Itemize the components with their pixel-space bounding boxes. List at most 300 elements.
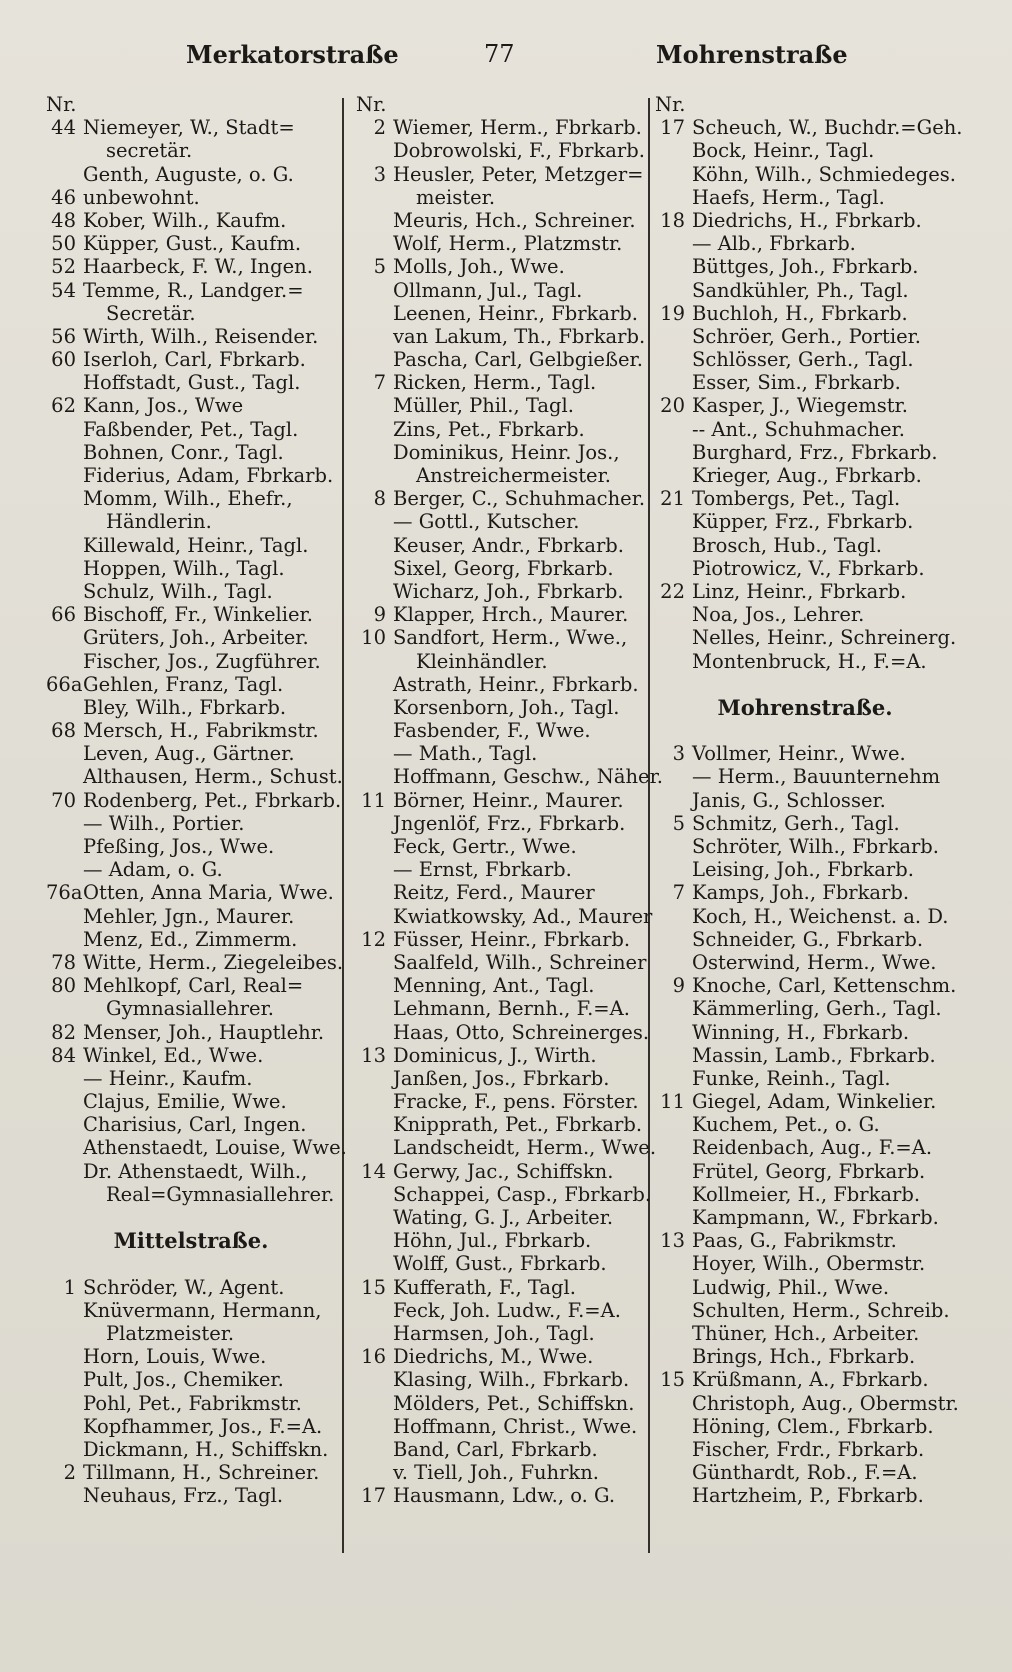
directory-entry	[46, 1392, 336, 1415]
entry-text: Montenbruck, H., F.=A.	[692, 649, 927, 673]
directory-entry	[655, 1206, 955, 1229]
directory-entry	[46, 1044, 336, 1067]
directory-entry	[46, 696, 336, 719]
entry-text: Keuser, Andr., Fbrkarb.	[393, 533, 624, 557]
entry-continuation	[46, 302, 336, 325]
entry-text: Schneider, G., Fbrkarb.	[692, 927, 924, 951]
house-number: 14	[361, 1159, 386, 1183]
directory-entry	[356, 441, 642, 464]
entry-text: Heusler, Peter, Metzger=	[393, 162, 644, 186]
entry-text: Küpper, Frz., Fbrkarb.	[692, 510, 914, 534]
entry-text: Zins, Pet., Fbrkarb.	[393, 417, 585, 441]
directory-entry	[46, 1461, 336, 1484]
directory-entry	[655, 1461, 955, 1484]
directory-entry	[655, 1276, 955, 1299]
entry-text: Dominikus, Heinr. Jos.,	[393, 440, 620, 464]
directory-entry	[655, 534, 955, 557]
directory-entry	[356, 1090, 642, 1113]
directory-entry	[356, 534, 642, 557]
entry-text: Paas, G., Fabrikmstr.	[692, 1229, 897, 1253]
entry-text: Wolf, Herm., Platzmstr.	[393, 232, 623, 256]
entry-text: Scheuch, W., Buchdr.=Geh.	[692, 116, 963, 140]
entry-text: meister.	[416, 185, 496, 209]
directory-entry	[655, 441, 955, 464]
entry-text: Kollmeier, H., Fbrkarb.	[692, 1182, 921, 1206]
entry-text: Schröer, Gerh., Portier.	[692, 324, 921, 348]
directory-entry	[655, 951, 955, 974]
entry-text: Schröter, Wilh., Fbrkarb.	[692, 835, 939, 858]
entry-text: Krieger, Aug., Fbrkarb.	[692, 464, 922, 487]
entry-text: Thüner, Hch., Arbeiter.	[692, 1321, 920, 1345]
house-number: 12	[361, 927, 386, 951]
entry-text: Janßen, Jos., Fbrkarb.	[393, 1066, 610, 1090]
directory-entry	[655, 209, 955, 232]
house-number: 2	[63, 1461, 76, 1485]
directory-entry	[356, 487, 646, 511]
entry-text: Funke, Reinh., Tagl.	[692, 1066, 891, 1090]
house-number: 3	[672, 742, 685, 766]
directory-entry	[356, 1438, 642, 1461]
directory-entry	[356, 1206, 642, 1229]
entry-text: Temme, R., Landger.=	[83, 278, 304, 302]
directory-entry	[46, 441, 336, 464]
entry-text: Kuchem, Pet., o. G.	[692, 1113, 880, 1137]
entry-text: Wating, G. J., Arbeiter.	[393, 1206, 614, 1229]
entry-text: unbewohnt.	[83, 185, 200, 209]
directory-entry	[655, 928, 955, 951]
directory-entry	[46, 1345, 336, 1368]
directory-entry	[356, 255, 642, 278]
directory-entry	[356, 997, 642, 1020]
house-number: 66a	[46, 672, 83, 696]
directory-entry	[356, 1044, 642, 1067]
directory-entry	[46, 418, 336, 441]
entry-text: Leising, Joh., Fbrkarb.	[692, 858, 914, 882]
street-name: Mohrenstraße.	[717, 694, 893, 720]
house-number: 1	[63, 1275, 76, 1299]
entry-text: Horn, Louis, Wwe.	[83, 1345, 267, 1369]
entry-text: Dobrowolski, F., Fbrkarb.	[393, 139, 645, 163]
entry-text: Secretär.	[106, 301, 196, 325]
entry-text: Nr.	[356, 93, 387, 116]
entry-text: Landscheidt, Herm., Wwe.	[393, 1136, 657, 1160]
directory-entry	[655, 1067, 955, 1090]
directory-entry	[46, 1415, 336, 1438]
entry-text: Dominicus, J., Wirth.	[393, 1043, 597, 1067]
entry-text: Hoffmann, Christ., Wwe.	[393, 1414, 638, 1438]
directory-entry	[356, 626, 642, 649]
entry-continuation	[356, 650, 642, 673]
directory-entry	[46, 1113, 336, 1136]
entry-text: Gehlen, Franz, Tagl.	[83, 672, 284, 696]
entry-continuation	[356, 464, 642, 487]
house-number: 8	[373, 487, 386, 511]
house-number: 44	[51, 116, 76, 140]
entry-text: Clajus, Emilie, Wwe.	[83, 1090, 287, 1114]
directory-entry	[356, 1276, 642, 1299]
directory-entry	[655, 348, 955, 371]
house-number: 56	[51, 324, 76, 348]
house-number: 48	[51, 208, 76, 232]
directory-entry	[46, 1484, 336, 1507]
directory-entry	[46, 487, 336, 510]
house-number: 17	[660, 116, 685, 140]
directory-entry	[46, 673, 336, 696]
directory-entry	[46, 534, 336, 557]
entry-continuation	[46, 139, 336, 162]
entry-text: Faßbender, Pet., Tagl.	[83, 417, 299, 441]
entry-text: Bischoff, Fr., Winkelier.	[83, 603, 313, 627]
entry-text: Korsenborn, Joh., Tagl.	[393, 695, 620, 719]
directory-entry	[655, 1136, 955, 1159]
section-heading	[655, 696, 955, 719]
house-number: 19	[660, 301, 685, 325]
house-number: 7	[373, 371, 386, 395]
directory-entry	[655, 1252, 955, 1275]
house-number: 22	[660, 579, 685, 603]
directory-entry	[356, 232, 642, 255]
directory-entry	[356, 139, 645, 163]
entry-text: Hoyer, Wilh., Obermstr.	[692, 1252, 926, 1276]
entry-text: Brings, Hch., Fbrkarb.	[692, 1345, 916, 1369]
directory-entry	[655, 603, 955, 626]
entry-text: Müller, Phil., Tagl.	[393, 394, 574, 418]
entry-continuation	[46, 1183, 336, 1206]
house-number: 70	[51, 788, 76, 812]
entry-text: Osterwind, Herm., Wwe.	[692, 950, 937, 974]
directory-entry	[46, 186, 336, 209]
directory-entry	[356, 696, 642, 719]
directory-entry	[356, 418, 642, 441]
directory-entry	[356, 765, 663, 789]
directory-entry	[356, 1020, 650, 1044]
house-number: 3	[373, 162, 386, 186]
entry-text: Tillmann, H., Schreiner.	[83, 1461, 320, 1485]
directory-entry	[356, 928, 642, 951]
directory-entry	[655, 139, 955, 162]
entry-text: Diedrichs, H., Fbrkarb.	[692, 208, 922, 232]
spacer	[655, 719, 955, 742]
entry-text: Leven, Aug., Gärtner.	[83, 742, 295, 766]
entry-text: Athenstaedt, Louise, Wwe.	[83, 1136, 347, 1160]
directory-entry	[655, 974, 955, 997]
entry-text: Haarbeck, F. W., Ingen.	[83, 255, 313, 279]
house-number: 13	[660, 1229, 685, 1253]
entry-text: Rodenberg, Pet., Fbrkarb.	[83, 788, 342, 812]
directory-entry	[46, 1438, 336, 1461]
entry-continuation	[46, 997, 336, 1020]
directory-entry	[356, 1461, 642, 1484]
entry-text: Feck, Joh. Ludw., F.=A.	[393, 1298, 621, 1322]
directory-entry	[356, 1392, 642, 1415]
house-number: 52	[51, 255, 76, 279]
entry-text: Wicharz, Joh., Fbrkarb.	[393, 579, 624, 603]
column-rule	[648, 98, 650, 1553]
directory-entry	[46, 116, 336, 139]
directory-entry	[655, 325, 955, 348]
directory-entry	[655, 279, 955, 302]
entry-text: Kwiatkowsky, Ad., Maurer	[393, 904, 653, 928]
entry-text: Frütel, Georg, Fbrkarb.	[692, 1159, 926, 1183]
directory-entry	[655, 1438, 955, 1461]
directory-entry	[655, 557, 955, 580]
entry-text: Althausen, Herm., Schust.	[83, 765, 343, 789]
directory-entry	[655, 302, 955, 325]
house-number: 76a	[46, 881, 83, 905]
spacer	[46, 1252, 336, 1275]
entry-text: Buchloh, H., Fbrkarb.	[692, 301, 908, 325]
entry-continuation	[46, 510, 336, 533]
directory-entry	[655, 1021, 955, 1044]
directory-entry	[356, 950, 647, 974]
entry-text: Noa, Jos., Lehrer.	[692, 603, 865, 627]
house-number: 46	[51, 185, 76, 209]
entry-text: Reidenbach, Aug., F.=A.	[692, 1136, 933, 1160]
directory-entry	[356, 974, 642, 997]
entry-text: Nelles, Heinr., Schreinerg.	[692, 626, 957, 650]
section-heading	[46, 1229, 336, 1252]
house-number: 62	[51, 394, 76, 418]
house-number: 7	[672, 881, 685, 905]
entry-text: Meuris, Hch., Schreiner.	[393, 208, 636, 232]
entry-text: Bohnen, Conr., Tagl.	[83, 440, 284, 464]
entry-text: Haefs, Herm., Tagl.	[692, 185, 885, 209]
directory-entry	[655, 858, 955, 881]
directory-entry	[46, 742, 336, 765]
directory-entry	[655, 1484, 955, 1507]
directory-entry	[46, 557, 336, 580]
directory-entry	[356, 1415, 642, 1438]
entry-text: Füsser, Heinr., Fbrkarb.	[393, 927, 631, 951]
entry-text: Lehmann, Bernh., F.=A.	[393, 997, 630, 1021]
entry-text: Dr. Athenstaedt, Wilh.,	[83, 1159, 308, 1183]
directory-entry	[356, 348, 642, 371]
directory-entry	[356, 324, 646, 348]
directory-entry	[655, 626, 955, 649]
entry-text: Günthardt, Rob., F.=A.	[692, 1461, 918, 1485]
directory-entry	[356, 881, 642, 904]
entry-text: Hoffstadt, Gust., Tagl.	[83, 371, 301, 395]
directory-entry	[655, 812, 955, 835]
directory-entry	[356, 835, 642, 858]
house-number: 5	[672, 811, 685, 835]
entry-text: Schappei, Casp., Fbrkarb.	[393, 1182, 652, 1206]
entry-text: van Lakum, Th., Fbrkarb.	[393, 324, 646, 348]
entry-text: Molls, Joh., Wwe.	[393, 255, 565, 279]
entry-text: Börner, Heinr., Maurer.	[393, 788, 624, 812]
entry-text: Esser, Sim., Fbrkarb.	[692, 371, 901, 395]
spacer	[655, 673, 955, 696]
entry-text: Witte, Herm., Ziegeleibes.	[83, 950, 344, 974]
entry-text: Sandkühler, Ph., Tagl.	[692, 278, 909, 302]
entry-text: Neuhaus, Frz., Tagl.	[83, 1484, 284, 1508]
entry-text: Wolff, Gust., Fbrkarb.	[393, 1252, 607, 1276]
directory-entry	[356, 302, 642, 325]
directory-entry	[655, 232, 955, 255]
directory-entry	[46, 394, 336, 417]
entry-text: Wiemer, Herm., Fbrkarb.	[393, 116, 642, 140]
directory-entry	[356, 1484, 642, 1507]
directory-entry	[655, 742, 955, 765]
directory-entry	[655, 163, 955, 186]
entry-text: Charisius, Carl, Ingen.	[83, 1113, 307, 1137]
directory-entry	[655, 116, 963, 140]
entry-text: Kämmerling, Gerh., Tagl.	[692, 997, 942, 1021]
directory-entry	[655, 394, 955, 417]
entry-text: Grüters, Joh., Arbeiter.	[83, 626, 309, 650]
entry-text: Küpper, Gust., Kaufm.	[83, 232, 302, 256]
entry-text: Winkel, Ed., Wwe.	[83, 1043, 264, 1067]
house-number: 13	[361, 1043, 386, 1067]
directory-entry	[655, 371, 955, 394]
page-number: 77	[484, 40, 515, 68]
directory-entry	[655, 1229, 955, 1252]
entry-text: — Adam, o. G.	[83, 858, 223, 882]
entry-text: Menning, Ant., Tagl.	[393, 974, 595, 998]
directory-entry	[46, 1021, 336, 1044]
directory-entry	[46, 1299, 336, 1322]
entry-text: Pohl, Pet., Fabrikmstr.	[83, 1391, 302, 1415]
house-number: 11	[361, 788, 386, 812]
entry-text: Kampmann, W., Fbrkarb.	[692, 1206, 939, 1229]
directory-entry	[655, 997, 955, 1020]
entry-text: Tombergs, Pet., Tagl.	[692, 487, 901, 511]
directory-entry	[655, 650, 955, 673]
directory-entry	[655, 1183, 955, 1206]
entry-text: Dickmann, H., Schiffskn.	[83, 1437, 329, 1461]
directory-entry	[356, 1136, 657, 1160]
entry-text: Bock, Heinr., Tagl.	[692, 139, 875, 163]
directory-entry	[46, 765, 343, 789]
directory-entry	[356, 209, 642, 232]
directory-entry	[655, 1113, 955, 1136]
entry-text: Genth, Auguste, o. G.	[83, 162, 294, 186]
entry-text: Burghard, Frz., Fbrkarb.	[692, 440, 938, 464]
house-number: 60	[51, 348, 76, 372]
entry-text: Berger, C., Schuhmacher.	[393, 487, 646, 511]
directory-entry	[46, 371, 336, 394]
house-number: 17	[361, 1484, 386, 1508]
entry-text: Köhn, Wilh., Schmiedeges.	[692, 162, 956, 186]
entry-continuation	[46, 1322, 336, 1345]
entry-text: Massin, Lamb., Fbrkarb.	[692, 1043, 936, 1067]
entry-text: Iserloh, Carl, Fbrkarb.	[83, 348, 306, 372]
entry-text: Knüvermann, Hermann,	[83, 1298, 322, 1322]
entry-text: Höning, Clem., Fbrkarb.	[692, 1414, 934, 1438]
entry-text: Ricken, Herm., Tagl.	[393, 371, 597, 395]
column-rule	[342, 98, 344, 1553]
directory-entry	[46, 580, 336, 603]
entry-text: Ollmann, Jul., Tagl.	[393, 278, 583, 302]
entry-text: Gymnasiallehrer.	[106, 997, 274, 1021]
directory-entry	[46, 1160, 336, 1183]
entry-text: Diedrichs, M., Wwe.	[393, 1345, 594, 1369]
entry-text: Pascha, Carl, Gelbgießer.	[393, 348, 643, 372]
directory-entry	[46, 603, 336, 626]
directory-entry	[46, 279, 336, 302]
column-heading	[46, 93, 336, 116]
entry-text: Nr.	[655, 93, 686, 116]
entry-text: — Gottl., Kutscher.	[393, 510, 580, 534]
directory-entry	[356, 789, 642, 812]
entry-text: Händlerin.	[106, 510, 212, 534]
entry-text: Winning, H., Fbrkarb.	[692, 1020, 910, 1044]
directory-entry	[655, 186, 955, 209]
entry-text: Schulz, Wilh., Tagl.	[83, 579, 273, 603]
directory-entry	[356, 812, 642, 835]
entry-text: Gerwy, Jac., Schiffskn.	[393, 1159, 614, 1183]
entry-text: Mersch, H., Fabrikmstr.	[83, 719, 319, 743]
entry-text: Büttges, Joh., Fbrkarb.	[692, 255, 919, 279]
directory-entry	[356, 1252, 642, 1275]
entry-text: — Ernst, Fbrkarb.	[393, 858, 572, 882]
directory-entry	[356, 163, 642, 186]
entry-text: secretär.	[106, 139, 193, 163]
entry-text: Wirth, Wilh., Reisender.	[83, 324, 319, 348]
directory-entry	[46, 950, 344, 974]
directory-entry	[46, 788, 342, 812]
directory-entry	[655, 1090, 955, 1113]
entry-text: — Wilh., Portier.	[83, 811, 245, 835]
street-name: Mittelstraße.	[113, 1228, 269, 1254]
directory-entry	[655, 418, 955, 441]
house-number: 82	[51, 1020, 76, 1044]
directory-entry	[356, 371, 642, 394]
entry-text: Linz, Heinr., Fbrkarb.	[692, 579, 907, 603]
entry-text: Vollmer, Heinr., Wwe.	[692, 742, 906, 766]
column-right	[655, 93, 963, 1508]
running-head-right: Mohrenstraße	[656, 40, 848, 69]
entry-text: Menz, Ed., Zimmerm.	[83, 927, 298, 951]
directory-entry	[356, 1299, 642, 1322]
directory-entry	[46, 1090, 336, 1113]
directory-entry	[356, 279, 642, 302]
entry-text: Band, Carl, Fbrkarb.	[393, 1437, 598, 1461]
directory-entry	[46, 1368, 336, 1391]
directory-entry	[655, 1299, 955, 1322]
directory-entry	[655, 765, 955, 788]
house-number: 10	[361, 626, 386, 650]
directory-entry	[46, 928, 336, 951]
entry-text: — Herm., Bauunternehm	[692, 765, 941, 789]
directory-entry	[655, 1044, 955, 1067]
entry-text: Momm, Wilh., Ehefr.,	[83, 487, 293, 511]
entry-text: Christoph, Aug., Obermstr.	[692, 1391, 959, 1415]
entry-text: Menser, Joh., Hauptlehr.	[83, 1020, 325, 1044]
entry-text: Feck, Gertr., Wwe.	[393, 835, 577, 858]
column-heading	[655, 93, 955, 116]
directory-entry	[655, 905, 955, 928]
directory-entry	[655, 835, 955, 858]
directory-entry	[356, 603, 642, 626]
house-number: 21	[660, 487, 685, 511]
house-number: 80	[51, 974, 76, 998]
entry-text: Kober, Wilh., Kaufm.	[83, 208, 287, 232]
entry-text: Koch, H., Weichenst. a. D.	[692, 904, 949, 928]
directory-entry	[655, 464, 955, 487]
entry-text: Fasbender, F., Wwe.	[393, 719, 591, 743]
entry-text: Leenen, Heinr., Fbrkarb.	[393, 301, 638, 325]
entry-text: Hartzheim, P., Fbrkarb.	[692, 1484, 924, 1508]
directory-entry	[655, 1368, 955, 1391]
entry-text: Sandfort, Herm., Wwe.,	[393, 626, 628, 650]
directory-entry	[655, 510, 955, 533]
entry-text: Krüßmann, A., Fbrkarb.	[692, 1368, 929, 1392]
entry-text: Astrath, Heinr., Fbrkarb.	[393, 672, 639, 696]
directory-entry	[356, 858, 642, 881]
entry-text: Knoche, Carl, Kettenschm.	[692, 974, 957, 998]
entry-text: Knipprath, Pet., Fbrkarb.	[393, 1113, 643, 1137]
